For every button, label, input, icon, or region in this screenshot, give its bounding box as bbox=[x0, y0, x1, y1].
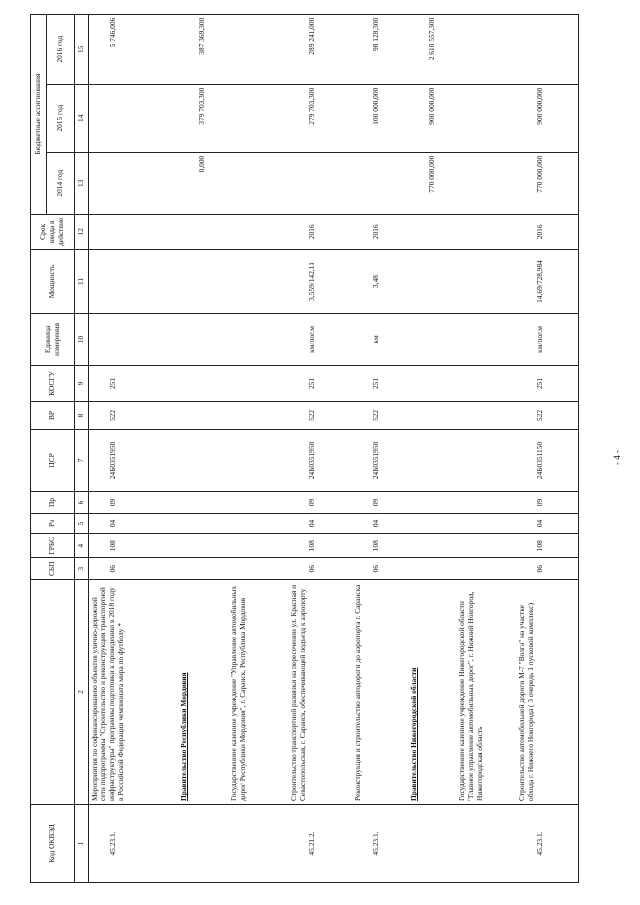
okved-code: 45.23.1. bbox=[88, 805, 178, 883]
okved-code: 45.21.2. bbox=[288, 805, 352, 883]
colnum: 7 bbox=[75, 429, 89, 491]
rz-cell bbox=[178, 513, 228, 533]
grbs-cell: 108 bbox=[88, 533, 178, 558]
rz-cell bbox=[228, 513, 288, 533]
amount-2015 bbox=[456, 84, 516, 152]
page-number: - 4 - bbox=[612, 450, 622, 465]
term-cell bbox=[408, 214, 456, 249]
colnum: 15 bbox=[75, 14, 89, 84]
budget-table bbox=[30, 14, 579, 883]
colnum: 8 bbox=[75, 401, 89, 429]
colnum: 1 bbox=[75, 805, 89, 883]
pr-cell bbox=[456, 491, 516, 513]
csr-cell: 24Б0351950 bbox=[288, 429, 352, 491]
grbs-cell: 108 bbox=[516, 533, 578, 558]
table-row bbox=[178, 14, 228, 882]
vr-cell bbox=[456, 401, 516, 429]
sbp-cell bbox=[178, 558, 228, 580]
amount-2015 bbox=[88, 84, 178, 152]
amount-2014 bbox=[456, 152, 516, 214]
vr-cell: 522 bbox=[288, 401, 352, 429]
pr-cell bbox=[408, 491, 456, 513]
colnum: 10 bbox=[75, 313, 89, 365]
colnum: 13 bbox=[75, 152, 89, 214]
table-row bbox=[456, 14, 516, 882]
capacity-cell bbox=[178, 249, 228, 313]
colnum: 12 bbox=[75, 214, 89, 249]
pr-cell bbox=[228, 491, 288, 513]
grbs-cell bbox=[178, 533, 228, 558]
rz-cell: 04 bbox=[88, 513, 178, 533]
amount-2015: 100 000,000 bbox=[352, 84, 408, 152]
amount-2014: 770 000,000 bbox=[516, 152, 578, 214]
amount-2015: 900 000,000 bbox=[408, 84, 456, 152]
kosgu-cell bbox=[408, 365, 456, 401]
unit-cell bbox=[228, 313, 288, 365]
col-capacity: Мощность bbox=[31, 249, 75, 313]
capacity-cell: 3,559/142,11 bbox=[288, 249, 352, 313]
term-cell: 2016 bbox=[352, 214, 408, 249]
csr-cell bbox=[456, 429, 516, 491]
csr-cell: 24Б0351150 bbox=[516, 429, 578, 491]
kosgu-cell: 251 bbox=[516, 365, 578, 401]
csr-cell bbox=[228, 429, 288, 491]
colnum: 5 bbox=[75, 513, 89, 533]
amount-2015: 379 703,300 bbox=[178, 84, 228, 152]
rz-cell: 04 bbox=[516, 513, 578, 533]
col-okved: Код ОКВЭД bbox=[31, 805, 75, 883]
unit-cell bbox=[408, 313, 456, 365]
amount-2014 bbox=[352, 152, 408, 214]
sbp-cell: 06 bbox=[516, 558, 578, 580]
csr-cell: 24Б0351950 bbox=[352, 429, 408, 491]
item-name: Правительство Нижегородской области bbox=[408, 580, 456, 805]
item-name: Правительство Республики Мордовия bbox=[178, 580, 228, 805]
sbp-cell bbox=[408, 558, 456, 580]
amount-2016 bbox=[228, 14, 288, 84]
col-name bbox=[31, 580, 75, 805]
amount-2015: 900 000,000 bbox=[516, 84, 578, 152]
rz-cell: 04 bbox=[352, 513, 408, 533]
amount-2016: 2 610 557,300 bbox=[408, 14, 456, 84]
item-name: Мероприятия по софинансированию объектов улично-дорожной сети подпрограммы "Строительство и реконструкция транспортной инфраструктуры" программы подготовки к проведению в 2018 году в Российской Федерации чемпионата мира по футболу * bbox=[88, 580, 178, 805]
pr-cell: 09 bbox=[88, 491, 178, 513]
col-pr: Пр bbox=[31, 491, 75, 513]
csr-cell bbox=[178, 429, 228, 491]
grbs-cell: 108 bbox=[288, 533, 352, 558]
okved-code: 45.23.1. bbox=[352, 805, 408, 883]
amount-2015: 279 703,300 bbox=[288, 84, 352, 152]
vr-cell bbox=[178, 401, 228, 429]
item-name: Реконструкция и строительство автодороги до аэропорта г. Саранска bbox=[352, 580, 408, 805]
colnum: 4 bbox=[75, 533, 89, 558]
colnum: 6 bbox=[75, 491, 89, 513]
okved-code bbox=[228, 805, 288, 883]
grbs-cell: 108 bbox=[352, 533, 408, 558]
term-cell bbox=[178, 214, 228, 249]
col-term: Срок ввода в действие bbox=[31, 214, 75, 249]
table-row bbox=[408, 14, 456, 882]
term-cell: 2016 bbox=[288, 214, 352, 249]
kosgu-cell bbox=[456, 365, 516, 401]
grbs-cell bbox=[408, 533, 456, 558]
amount-2015 bbox=[228, 84, 288, 152]
kosgu-cell bbox=[178, 365, 228, 401]
table-row bbox=[516, 14, 578, 882]
okved-code bbox=[456, 805, 516, 883]
amount-2016: 98 128,300 bbox=[352, 14, 408, 84]
amount-2016: 5 746,006 bbox=[88, 14, 178, 84]
csr-cell: 24Б0351950 bbox=[88, 429, 178, 491]
vr-cell: 522 bbox=[516, 401, 578, 429]
sbp-cell bbox=[228, 558, 288, 580]
table-row bbox=[88, 14, 178, 882]
item-name: Строительство автомобильной дороги М-7 "Волга" на участке обхода г. Нижнего Новгорода ( 3 очередь 1 пусковой комплекс) bbox=[516, 580, 578, 805]
amount-2016 bbox=[456, 14, 516, 84]
pr-cell: 09 bbox=[352, 491, 408, 513]
unit-cell: км/пог.м bbox=[288, 313, 352, 365]
sbp-cell: 06 bbox=[288, 558, 352, 580]
amount-2016 bbox=[516, 14, 578, 84]
item-name: Строительство транспортной развязки на пересечении ул. Красная и Севастопольская, г. Саранск, обеспечивающей подъезд к аэропорту bbox=[288, 580, 352, 805]
colnum: 3 bbox=[75, 558, 89, 580]
col-grbs: ГРБС bbox=[31, 533, 75, 558]
capacity-cell: 14,69/728,984 bbox=[516, 249, 578, 313]
col-budget: Бюджетные ассигнования bbox=[31, 14, 47, 214]
col-csr: ЦСР bbox=[31, 429, 75, 491]
pr-cell: 09 bbox=[288, 491, 352, 513]
sbp-cell bbox=[456, 558, 516, 580]
colnum: 11 bbox=[75, 249, 89, 313]
grbs-cell bbox=[456, 533, 516, 558]
colnum: 9 bbox=[75, 365, 89, 401]
amount-2016: 387 369,300 bbox=[178, 14, 228, 84]
term-cell bbox=[228, 214, 288, 249]
unit-cell: км/пог.м bbox=[516, 313, 578, 365]
term-cell bbox=[456, 214, 516, 249]
pr-cell: 09 bbox=[516, 491, 578, 513]
kosgu-cell bbox=[228, 365, 288, 401]
amount-2016: 289 241,000 bbox=[288, 14, 352, 84]
sbp-cell: 06 bbox=[88, 558, 178, 580]
col-rz: Рз bbox=[31, 513, 75, 533]
capacity-cell: 3,48 bbox=[352, 249, 408, 313]
item-name: Государственное казенное учреждение "Управление автомобильных дорог Республики Мордовия", г. Саранск, Республика Мордовия bbox=[228, 580, 288, 805]
kosgu-cell: 251 bbox=[88, 365, 178, 401]
okved-code bbox=[408, 805, 456, 883]
capacity-cell bbox=[408, 249, 456, 313]
table-row bbox=[352, 14, 408, 882]
okved-code: 45.23.1. bbox=[516, 805, 578, 883]
table-row bbox=[228, 14, 288, 882]
kosgu-cell: 251 bbox=[352, 365, 408, 401]
csr-cell bbox=[408, 429, 456, 491]
pr-cell bbox=[178, 491, 228, 513]
unit-cell bbox=[88, 313, 178, 365]
amount-2014 bbox=[288, 152, 352, 214]
amount-2014 bbox=[88, 152, 178, 214]
term-cell: 2016 bbox=[516, 214, 578, 249]
col-2016: 2016 год bbox=[47, 14, 75, 84]
rz-cell: 04 bbox=[288, 513, 352, 533]
vr-cell bbox=[408, 401, 456, 429]
grbs-cell bbox=[228, 533, 288, 558]
okved-code bbox=[178, 805, 228, 883]
capacity-cell bbox=[456, 249, 516, 313]
vr-cell: 522 bbox=[88, 401, 178, 429]
rz-cell bbox=[456, 513, 516, 533]
capacity-cell bbox=[228, 249, 288, 313]
sbp-cell: 06 bbox=[352, 558, 408, 580]
colnum: 2 bbox=[75, 580, 89, 805]
rz-cell bbox=[408, 513, 456, 533]
unit-cell bbox=[456, 313, 516, 365]
col-2014: 2014 год bbox=[47, 152, 75, 214]
col-kosgu: КОСГУ bbox=[31, 365, 75, 401]
unit-cell: км bbox=[352, 313, 408, 365]
amount-2014: 0,000 bbox=[178, 152, 228, 214]
col-2015: 2015 год bbox=[47, 84, 75, 152]
col-vr: ВР bbox=[31, 401, 75, 429]
colnum: 14 bbox=[75, 84, 89, 152]
col-sbp: СБП bbox=[31, 558, 75, 580]
kosgu-cell: 251 bbox=[288, 365, 352, 401]
table-row bbox=[288, 14, 352, 882]
col-unit: Единица измерения bbox=[31, 313, 75, 365]
term-cell bbox=[88, 214, 178, 249]
vr-cell bbox=[228, 401, 288, 429]
amount-2014 bbox=[228, 152, 288, 214]
amount-2014: 770 000,000 bbox=[408, 152, 456, 214]
capacity-cell bbox=[88, 249, 178, 313]
unit-cell bbox=[178, 313, 228, 365]
item-name: Государственное казенное учреждение Нижегородской области "Главное управление автомобильных дорог", г. Нижний Новгород, Нижегородская область bbox=[456, 580, 516, 805]
vr-cell: 522 bbox=[352, 401, 408, 429]
